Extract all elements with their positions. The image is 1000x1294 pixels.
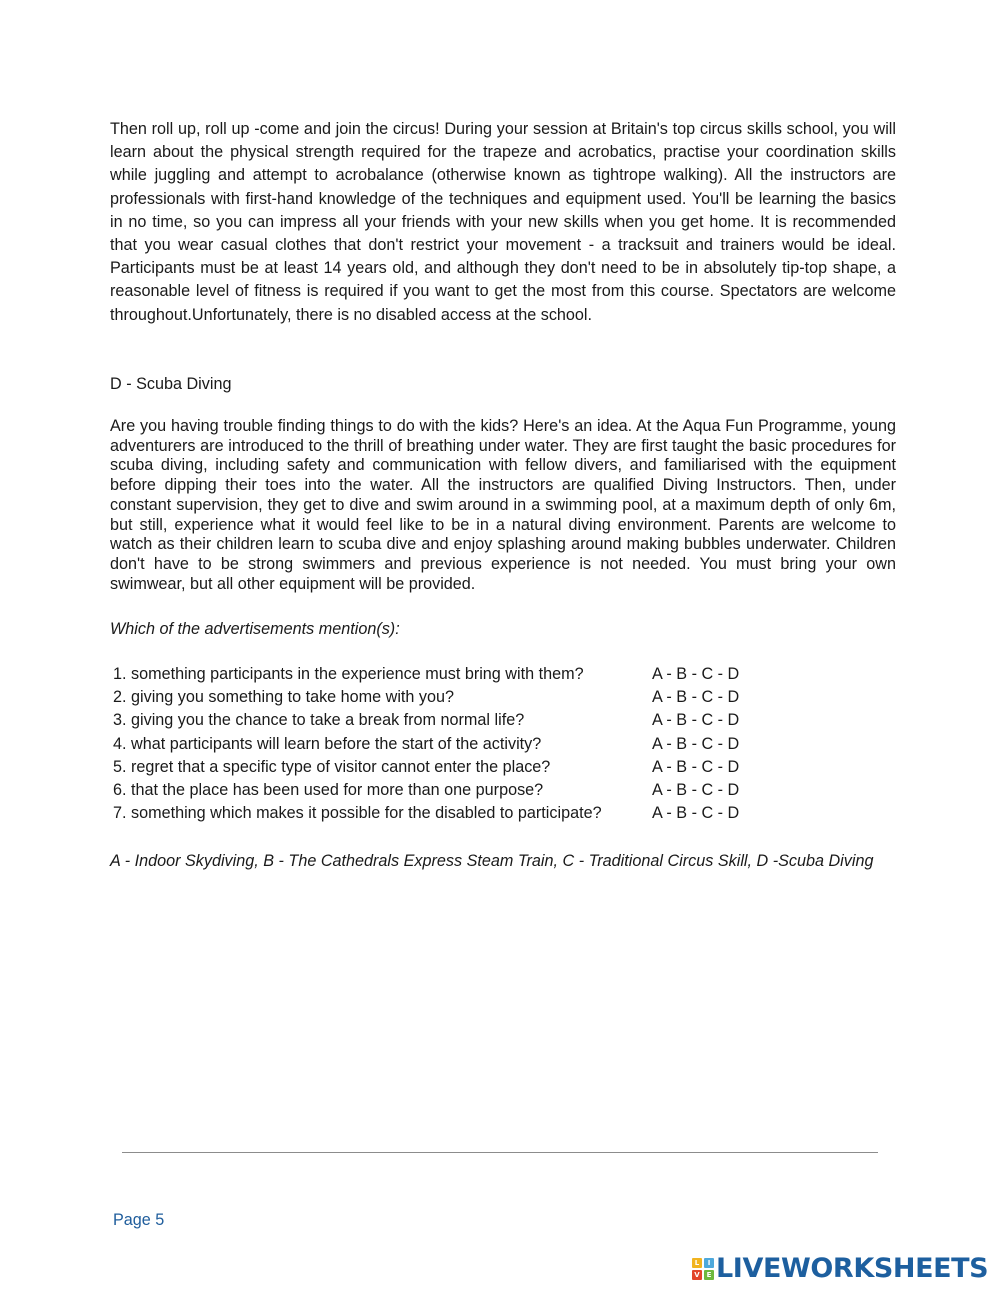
- question-row: [113, 757, 813, 780]
- question-text: 3. giving you the chance to take a break from normal life?: [113, 711, 525, 730]
- exercise-instruction: Which of the advertisements mention(s):: [110, 620, 400, 638]
- question-text: 1. something participants in the experience must bring with them?: [113, 665, 584, 683]
- answer-options[interactable]: A - B - C - D: [652, 734, 740, 753]
- liveworksheets-logo-icon: [692, 1258, 714, 1280]
- question-row: [113, 710, 813, 733]
- logo-tile: L: [692, 1258, 702, 1268]
- question-text: 6. that the place has been used for more than one purpose?: [113, 780, 544, 799]
- question-text: 7. something which makes it possible for the disabled to participate?: [113, 804, 602, 823]
- answer-options[interactable]: A - B - C - D: [652, 665, 740, 683]
- question-list: [113, 664, 813, 826]
- circus-paragraph: Then roll up, roll up -come and join the circus! During your session at Britain's top circus skills school, you will learn about the physical strength required for the trapeze and acrobatics, practise your coordination skills while juggling and attempt to acrobalance (otherwise known as tightrope walking). All the instructors are professionals with first-hand knowledge of the techniques and equipment used. You'll be learning the basics in no time, so you can impress all your friends with your new skills when you get home. It is recommended that you wear casual clothes that don't restrict your movement - a tracksuit and trainers would be ideal. Participants must be at least 14 years old, and although they don't need to be in absolutely tip-top shape, a reasonable level of fitness is required if you want to get the most from this course. Spectators are welcome throughout.Unfortunately, there is no disabled access at the school.: [110, 120, 896, 324]
- brand-wordmark: LIVEWORKSHEETS: [716, 1253, 989, 1284]
- question-row: [113, 803, 813, 826]
- footer-divider: [122, 1152, 878, 1153]
- logo-tile: I: [704, 1258, 714, 1268]
- answer-options[interactable]: A - B - C - D: [652, 688, 740, 707]
- question-row: [113, 734, 813, 757]
- question-text: 2. giving you something to take home with you?: [113, 688, 455, 707]
- answer-options[interactable]: A - B - C - D: [652, 780, 740, 799]
- scuba-heading: D - Scuba Diving: [110, 375, 232, 393]
- question-row: [113, 664, 813, 687]
- answer-options[interactable]: A - B - C - D: [652, 711, 740, 730]
- question-row: [113, 687, 813, 710]
- question-text: 5. regret that a specific type of visitor cannot enter the place?: [113, 757, 551, 776]
- liveworksheets-brand[interactable]: [692, 1254, 988, 1284]
- answer-legend: A - Indoor Skydiving, B - The Cathedrals Express Steam Train, C - Traditional Circus Skill, D -Scuba Diving: [110, 852, 874, 870]
- question-row: [113, 780, 813, 803]
- page-number: Page 5: [113, 1211, 165, 1229]
- answer-options[interactable]: A - B - C - D: [652, 757, 740, 776]
- scuba-paragraph: Are you having trouble finding things to do with the kids? Here's an idea. At the Aqua Fun Programme, young adventurers are introduced to the thrill of breathing under water. They are first taught the basic procedures for scuba diving, including safety and communication with fellow divers, and familiarised with the equipment before dipping their toes into the water. All the instructors are qualified Diving Instructors. Then, under constant supervision, they get to dive and swim around in a swimming pool, at a maximum depth of only 6m, but still, experience what it would feel like to be in a natural diving environment. Parents are welcome to watch as their children learn to scuba dive and enjoy splashing around making bubbles underwater. Children don't have to be strong swimmers and previous experience is not needed. You must bring your own swimwear, but all other equipment will be provided.: [110, 417, 896, 593]
- answer-options[interactable]: A - B - C - D: [652, 804, 740, 823]
- question-text: 4. what participants will learn before the start of the activity?: [113, 734, 542, 753]
- logo-tile: V: [692, 1270, 702, 1280]
- logo-tile: E: [704, 1270, 714, 1280]
